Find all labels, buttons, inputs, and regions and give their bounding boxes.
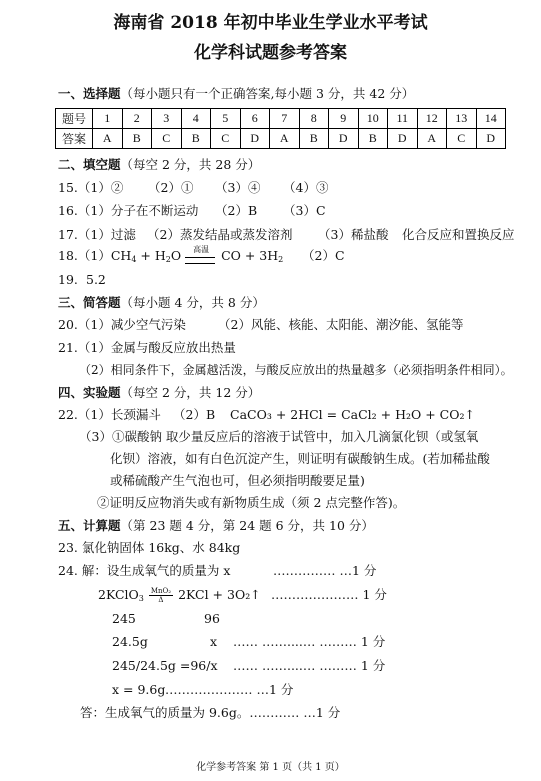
table-cell: 6 <box>240 109 270 129</box>
q18-number: 18.（1） <box>58 248 111 263</box>
q17-part1: 17.（1）过滤 <box>58 227 136 242</box>
q20-part1: 20.（1）减少空气污染 <box>58 317 186 332</box>
section-label: 三、简答题 <box>58 295 121 310</box>
table-cell: B <box>181 129 211 149</box>
q16-part3: （3）C <box>283 203 326 218</box>
section-label: 四、实验题 <box>58 385 121 400</box>
q17-part3: （3）稀盐酸 <box>318 227 389 242</box>
table-cell: C <box>152 129 182 149</box>
q24-line1-score: …………… …1 分 <box>273 563 377 578</box>
table-cell: 14 <box>476 109 506 129</box>
q24-equation: 2KClO$_3$ $\frac{\text{MnO₂}}{\Delta}$ 2KCl + 3O₂↑ <box>98 587 261 604</box>
q24-mass-245: 245 <box>112 611 136 626</box>
section-label: 五、计算题 <box>58 518 121 533</box>
q24-ratio: 245/24.5g =96/x <box>112 658 218 673</box>
table-cell: 5 <box>211 109 241 129</box>
table-cell: 7 <box>270 109 300 129</box>
table-cell: C <box>447 129 477 149</box>
q24-unknown: x <box>210 634 218 649</box>
section-4-heading <box>58 385 260 401</box>
q16-part1: 16.（1）分子在不断运动 <box>58 203 199 218</box>
q24-result: x = 9.6g <box>112 682 166 697</box>
table-cell: D <box>388 129 418 149</box>
q24-line2-score: ………………… 1 分 <box>271 587 387 602</box>
table-cell: B <box>358 129 388 149</box>
table-cell: 11 <box>388 109 418 129</box>
q22-part2: （2）B <box>173 407 216 422</box>
q21-part1: 21.（1）金属与酸反应放出热量 <box>58 340 236 355</box>
table-cell: 3 <box>152 109 182 129</box>
table-cell: 4 <box>181 109 211 129</box>
q23-answer: 23. 氯化钠固体 16kg、水 84kg <box>58 540 241 555</box>
q18-eq-left: CH <box>110 248 132 263</box>
section-note: （第 23 题 4 分，第 24 题 6 分，共 10 分） <box>120 518 374 533</box>
q19-answer: 5.2 <box>86 272 106 287</box>
table-cell: 1 <box>93 109 123 129</box>
q18-eq-right: CO + 3H <box>221 248 279 263</box>
q24-given-mass: 24.5g <box>112 634 148 649</box>
table-header-answer: 答案 <box>56 129 93 149</box>
q15-part2: （2）① <box>148 180 194 195</box>
table-cell: 12 <box>417 109 447 129</box>
section-1-heading <box>58 86 414 102</box>
table-cell: 2 <box>122 109 152 129</box>
equation-right: 2KCl + 3O₂↑ <box>178 587 261 602</box>
section-note: （每空 2 分，共 28 分） <box>120 157 261 172</box>
q22-part1: 22.（1）长颈漏斗 <box>58 407 161 422</box>
q24-line4-score: …… ……....… ……… 1 分 <box>233 658 386 673</box>
section-2-heading <box>58 157 260 173</box>
q22-equation: CaCO₃ + 2HCl = CaCl₂ + H₂O + CO₂↑ <box>230 407 475 422</box>
q21-part2: （2）相同条件下，金属越活泼，与酸反应放出的热量越多（必须指明条件相同）。 <box>79 363 513 377</box>
q18-part2: （2）C <box>302 248 345 263</box>
page-subtitle: 化学科试题参考答案 <box>194 43 347 63</box>
table-cell: 8 <box>299 109 329 129</box>
q24-final-answer: 答：生成氧气的质量为 9.6g。………… …1 分 <box>80 705 341 720</box>
section-note: （每小题只有一个正确答案,每小题 3 分，共 42 分） <box>120 86 415 101</box>
table-cell: D <box>476 129 506 149</box>
q24-line5-score: ………………… …1 分 <box>165 682 294 697</box>
table-cell: B <box>299 129 329 149</box>
table-cell: 13 <box>447 109 477 129</box>
q18-eq-h2o: + H <box>140 248 166 263</box>
catalyst-condition <box>149 587 173 604</box>
table-cell: A <box>93 129 123 149</box>
catalyst: MnO₂ <box>150 587 172 595</box>
table-cell: D <box>240 129 270 149</box>
table-cell: C <box>211 129 241 149</box>
equation-left: 2KClO <box>98 587 139 602</box>
table-cell: A <box>417 129 447 149</box>
section-3-heading <box>58 295 265 311</box>
section-note: （每小题 4 分，共 8 分） <box>120 295 265 310</box>
page-title: 海南省 2018 年初中毕业生学业水平考试 <box>113 13 428 33</box>
q20-part2: （2）风能、核能、太阳能、潮汐能、氢能等 <box>218 317 464 332</box>
section-label: 一、选择题 <box>58 86 121 101</box>
page-footer: 化学参考答案 第 1 页（共 1 页） <box>196 762 345 773</box>
q22-part3-line1: （3）①碳酸钠 取少量反应后的溶液于试管中，加入几滴氯化钡（或氢氧 <box>79 429 479 444</box>
q15-part3: （3）④ <box>215 180 261 195</box>
q24-line1: 24. 解：设生成氧气的质量为 x <box>58 563 231 578</box>
table-cell: D <box>329 129 359 149</box>
table-row <box>56 129 506 149</box>
q15-part4: （4）③ <box>283 180 329 195</box>
table-header-number: 题号 <box>56 109 93 129</box>
table-cell: 9 <box>329 109 359 129</box>
q24-line3-score: …… ……....… ……… 1 分 <box>233 634 386 649</box>
section-5-heading <box>58 518 374 534</box>
table-row <box>56 109 506 129</box>
q22-part3-line4: ②证明反应物消失或有新物质生成（须 2 点完整作答)。 <box>97 495 406 510</box>
q22-part3-line3: 或稀硫酸产生气泡也可，但必须指明酸要足量) <box>110 473 365 488</box>
table-cell: B <box>122 129 152 149</box>
q16-part2: （2）B <box>215 203 258 218</box>
q18-part1: $18.(1)CH_4 + H_2O$ 高温 CO + $3H_2$ <box>58 244 284 264</box>
reaction-condition: 高温 <box>193 244 210 254</box>
section-note: （每空 2 分，共 12 分） <box>120 385 261 400</box>
q17-part2: （2）蒸发结晶或蒸发溶剂 <box>147 227 293 242</box>
q22-part3-line2: 化钡）溶液，如有白色沉淀产生，则证明有碳酸钠生成。(若加稀盐酸 <box>110 451 490 466</box>
table-cell: 10 <box>358 109 388 129</box>
answer-table <box>55 108 506 149</box>
q24-mass-96: 96 <box>204 611 220 626</box>
heat-symbol: Δ <box>158 596 164 604</box>
table-cell: A <box>270 129 300 149</box>
section-label: 二、填空题 <box>58 157 121 172</box>
q17-part4: 化合反应和置换反应 <box>402 227 515 242</box>
q15-part1: 15.（1）② <box>58 180 124 195</box>
q19-number: 19. <box>58 272 78 287</box>
q18-eq-o: O <box>170 248 182 263</box>
reaction-arrow <box>185 244 217 264</box>
